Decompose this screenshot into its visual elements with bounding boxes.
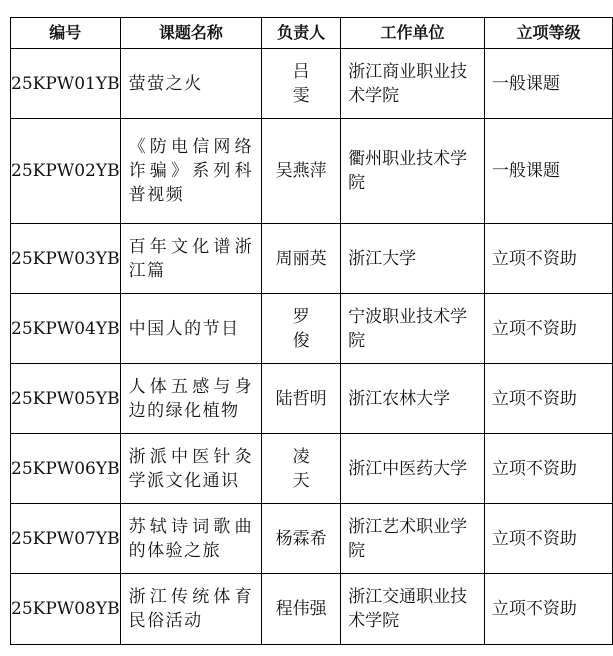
cell-owner: 陆哲明 [262,364,341,434]
cell-owner: 杨霖希 [262,504,341,574]
cell-title [120,294,262,364]
cell-level: 一般课题 [484,119,612,224]
cell-code: 25KPW03YB [11,224,121,294]
table-row [11,119,613,224]
cell-unit: 浙江中医药大学 [341,434,485,504]
cell-unit: 浙江农林大学 [341,364,485,434]
cell-owner: 罗 俊 [262,294,341,364]
cell-level: 立项不资助 [484,434,612,504]
cell-owner: 凌 天 [262,434,341,504]
cell-title-text: 浙江传统体育民俗活动 [128,587,254,631]
cell-title-text: 萤萤之火 [128,73,203,94]
header-unit: 工作单位 [341,18,485,49]
cell-title-text: 中国人的节日 [128,318,240,339]
cell-owner: 吕 雯 [262,49,341,119]
cell-unit: 浙江艺术职业学院 [341,504,485,574]
cell-title-text: 《防电信网络诈骗》系列科普视频 [128,137,254,205]
cell-unit: 浙江商业职业技术学院 [341,49,485,119]
cell-level: 立项不资助 [484,294,612,364]
cell-level: 一般课题 [484,49,612,119]
table-row [11,504,613,574]
cell-unit: 浙江大学 [341,224,485,294]
table-row [11,294,613,364]
cell-title [120,119,262,224]
cell-owner: 吴燕萍 [262,119,341,224]
table-row [11,434,613,504]
cell-unit: 浙江交通职业技术学院 [341,574,485,645]
cell-title-text: 浙派中医针灸学派文化通识 [128,446,254,491]
table-row [11,49,613,119]
cell-code: 25KPW08YB [11,574,121,645]
cell-code: 25KPW05YB [11,364,121,434]
cell-level: 立项不资助 [484,574,612,645]
project-table [10,17,613,645]
cell-code: 25KPW04YB [11,294,121,364]
cell-title [120,224,262,294]
table-row [11,364,613,434]
header-owner: 负责人 [262,18,341,49]
cell-title-text: 苏轼诗词歌曲的体验之旅 [128,516,254,561]
table-header-row [11,18,613,49]
cell-title [120,364,262,434]
cell-title [120,574,262,645]
cell-code: 25KPW07YB [11,504,121,574]
cell-unit: 衢州职业技术学院 [341,119,485,224]
header-title: 课题名称 [120,18,262,49]
cell-level: 立项不资助 [484,364,612,434]
table-row [11,224,613,294]
cell-title [120,49,262,119]
cell-level: 立项不资助 [484,224,612,294]
cell-title-text: 百年文化谱浙江篇 [128,236,254,281]
header-code: 编号 [11,18,121,49]
cell-level: 立项不资助 [484,504,612,574]
cell-code: 25KPW02YB [11,119,121,224]
cell-code: 25KPW01YB [11,49,121,119]
cell-owner: 程伟强 [262,574,341,645]
cell-code: 25KPW06YB [11,434,121,504]
cell-title [120,434,262,504]
table-row [11,574,613,645]
cell-title [120,504,262,574]
cell-owner: 周丽英 [262,224,341,294]
header-level: 立项等级 [484,18,612,49]
cell-title-text: 人体五感与身边的绿化植物 [128,376,254,421]
cell-unit: 宁波职业技术学院 [341,294,485,364]
